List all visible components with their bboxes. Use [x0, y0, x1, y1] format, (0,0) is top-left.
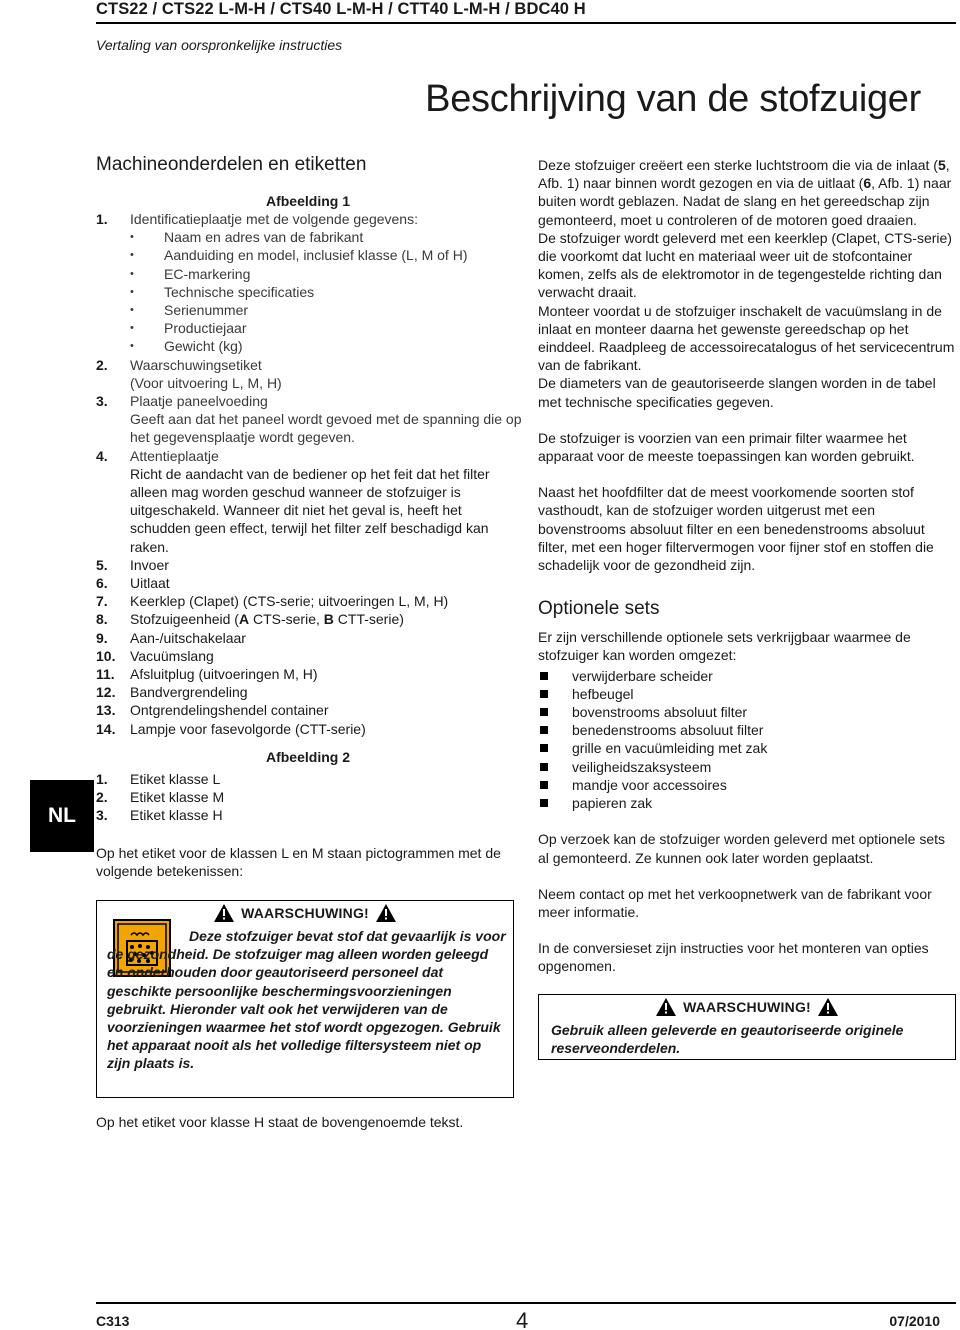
- primary-filter-paragraph: De stofzuiger is voorzien van een primair filter waarmee het apparaat voor de meeste toepassingen kan worden gebruikt.: [538, 429, 915, 465]
- list-item: [538, 703, 956, 721]
- page-title: Beschrijving van de stofzuiger: [425, 78, 921, 120]
- ref-number: 5: [937, 157, 946, 173]
- item-number: 2.: [96, 356, 108, 373]
- square-bullet-icon: [540, 744, 548, 752]
- item-text: grille en vacuümleiding met zak: [572, 740, 768, 757]
- premounted-paragraph: Op verzoek kan de stofzuiger worden geleverd met optionele sets al gemonteerd. Ze kunnen ook later worden geplaatst.: [538, 831, 946, 866]
- list-item: [96, 770, 522, 788]
- item-number: 7.: [96, 593, 108, 610]
- item-text: benedenstrooms absoluut filter: [572, 722, 764, 739]
- item-description: (Voor uitvoering L, M, H): [130, 374, 282, 391]
- item-text: Lampje voor fasevolgorde (CTT-serie): [130, 720, 366, 737]
- list-item: [96, 720, 522, 738]
- class-h-text: Op het etiket voor klasse H staat de bovengenoemde tekst.: [96, 1113, 464, 1130]
- list-item: [538, 667, 956, 685]
- item-description: Geeft aan dat het paneel wordt gevoed met de spanning die op het gegevensplaatje wordt gegeven.: [130, 411, 522, 446]
- intro-paragraph: [538, 156, 956, 229]
- item-text: veiligheidszaksysteem: [572, 758, 712, 775]
- language-tab: NL: [30, 780, 94, 852]
- footer-code: C313: [96, 1313, 130, 1329]
- optional-intro: Er zijn verschillende optionele sets verkrijgbaar waarmee de stofzuiger kan worden omgezet:: [538, 629, 911, 664]
- warning-header: [539, 997, 955, 1017]
- list-item: [96, 574, 522, 592]
- item-number: 8.: [96, 611, 108, 628]
- identification-bullets: [96, 228, 522, 355]
- bullet-item: • Naam en adres van de fabrikant: [96, 228, 522, 246]
- item-text: Etiket klasse H: [130, 807, 223, 824]
- item-number: 5.: [96, 556, 108, 573]
- ref-number: 6: [863, 175, 872, 192]
- bullet-item: • Aanduiding en model, inclusief klasse (L, M of H): [96, 246, 522, 264]
- item-text: hefbeugel: [572, 685, 634, 702]
- contact-paragraph: Neem contact op met het verkoopnetwerk van de fabrikant voor meer informatie.: [538, 885, 932, 920]
- bullet-item: • Technische specificaties: [96, 283, 522, 301]
- bullet-item: • Serienummer: [96, 301, 522, 319]
- text-run: CTT-serie): [333, 611, 404, 628]
- list-item: [96, 356, 522, 392]
- list-item: [538, 794, 956, 812]
- warning-text: Gebruik alleen geleverde en geautoriseerde originele reserveonderdelen.: [551, 1021, 904, 1056]
- list-item: [96, 392, 522, 447]
- item-number: 6.: [96, 575, 108, 592]
- item-number: 3.: [96, 807, 108, 824]
- list-item: [96, 665, 522, 683]
- series-letter: A: [238, 611, 250, 628]
- document-subtitle: Vertaling van oorspronkelijke instructies: [96, 37, 343, 53]
- optional-sets-heading: Optionele sets: [538, 598, 660, 620]
- list-item: [538, 776, 956, 794]
- square-bullet-icon: [540, 726, 548, 734]
- item-text: Keerklep (Clapet) (CTS-serie; uitvoeringen L, M, H): [130, 593, 449, 610]
- item-number: 14.: [96, 720, 116, 737]
- figure-2-label: Afbeelding 2: [265, 748, 350, 765]
- text-run: , Afb. 1) naar binnen wordt gezogen en via de uitlaat (: [538, 157, 950, 192]
- item-number: 10.: [96, 647, 116, 664]
- item-text: Aan-/uitschakelaar: [130, 629, 246, 646]
- footer-date: 07/2010: [889, 1313, 940, 1329]
- label-list: [96, 770, 522, 825]
- bullet-item: • EC-markering: [96, 265, 522, 283]
- header-divider: [96, 22, 956, 24]
- mounting-paragraph: Monteer voordat u de stofzuiger inschakelt de vacuümslang in de inlaat en monteer daarna het gewenste gereedschap op het einddeel. Raadpleeg de accessoirecatalogus of het servicecentrum van de fabrikant.: [538, 302, 955, 374]
- clapet-paragraph: De stofzuiger wordt geleverd met een keerklep (Clapet, CTS-serie) die voorkomt dat lucht en materiaal weer uit de stofcontainer komen, zelfs als de elektromotor in de tegengestelde richting dan verwacht draait.: [538, 229, 952, 301]
- text-run: , Afb. 1) naar buiten wordt geblazen. Nadat de slang en het gereedschap zijn gemonteerd, moet u controleren of de motoren goed draaien.: [538, 175, 952, 228]
- item-number: 2.: [96, 789, 108, 806]
- item-number: 11.: [96, 666, 115, 683]
- document-header-title: CTS22 / CTS22 L-M-H / CTS40 L-M-H / CTT40 L-M-H / BDC40 H: [96, 0, 586, 18]
- warning-title: WAARSCHUWING!: [683, 998, 811, 1015]
- list-item: [538, 758, 956, 776]
- list-item: [96, 629, 522, 647]
- parts-list-continued: [96, 356, 522, 556]
- warning-triangle-icon: [375, 903, 397, 923]
- right-column: [538, 156, 956, 1060]
- text-run: Deze stofzuiger creëert een sterke luchtstroom die via de inlaat (: [538, 157, 938, 173]
- square-bullet-icon: [540, 708, 548, 716]
- text-run: CTS-serie,: [249, 611, 324, 628]
- item-number: 1.: [96, 211, 108, 227]
- item-text: Etiket klasse M: [130, 789, 225, 806]
- item-number: 9.: [96, 629, 108, 646]
- list-item: [538, 721, 956, 739]
- absolute-filter-paragraph: Naast het hoofdfilter dat de meest voorkomende soorten stof vasthoudt, kan de stofzuiger worden uitgerust met een bovenstrooms absoluut filter en een benedenstrooms absoluut filter, met een hoger filtervermogen voor fijner stof en stoffen die schadelijk voor de gezondheid zijn.: [538, 484, 934, 574]
- list-item: [538, 685, 956, 703]
- item-text: Uitlaat: [130, 575, 170, 592]
- list-item: [96, 210, 522, 228]
- square-bullet-icon: [540, 690, 548, 698]
- warning-triangle-icon: [655, 997, 677, 1017]
- figure-1-label: Afbeelding 1: [265, 193, 350, 209]
- section-heading: Machineonderdelen en etiketten: [96, 154, 367, 175]
- list-item: [96, 592, 522, 610]
- warning-title: WAARSCHUWING!: [241, 904, 369, 921]
- list-item: [96, 556, 522, 574]
- list-item: [538, 739, 956, 757]
- warning-triangle-icon: [817, 997, 839, 1017]
- square-bullet-icon: [540, 672, 548, 680]
- warning-text: Deze stofzuiger bevat stof dat gevaarlijk is voor de gezondheid. De stofzuiger mag alleen worden geleegd en onderhouden door geautoriseerd personeel dat geschikte persoonlijke beschermingsvoorzieningen gebruikt. Hieronder valt ook het verwijderen van de voorzieningen waarmee het stof wordt opgezogen. Gebruik het apparaat nooit als het volledige filtersysteem niet op zijn plaats is.: [107, 927, 506, 1072]
- list-item: [96, 701, 522, 719]
- square-bullet-icon: [540, 781, 548, 789]
- series-letter: B: [323, 611, 334, 628]
- item-text: papieren zak: [572, 795, 653, 812]
- list-item: [96, 610, 522, 628]
- item-title: Plaatje paneelvoeding: [130, 393, 268, 410]
- item-description: Richt de aandacht van de bediener op het feit dat het filter alleen mag worden geschud wanneer de stofzuiger is uitgeschakeld. Wanneer dit niet het geval is, heeft het schudden geen effect, terwijl het filter zelf beschadigd kan raken.: [130, 465, 490, 555]
- diameter-paragraph: De diameters van de geautoriseerde slangen worden in de tabel met technische specificaties gegeven.: [538, 375, 936, 410]
- item-title: Waarschuwingsetiket: [130, 356, 262, 373]
- item-number: 1.: [96, 770, 108, 787]
- bullet-item: • Productiejaar: [96, 319, 522, 337]
- item-text: bovenstrooms absoluut filter: [572, 704, 748, 721]
- conversion-paragraph: In de conversieset zijn instructies voor het monteren van opties opgenomen.: [538, 940, 929, 975]
- square-bullet-icon: [540, 763, 548, 771]
- list-item: [96, 806, 522, 824]
- item-text: Identificatieplaatje met de volgende gegevens:: [130, 211, 418, 227]
- optional-sets-list: [538, 667, 956, 813]
- square-bullet-icon: [540, 799, 548, 807]
- footer-divider: [96, 1302, 956, 1304]
- parts-list-remaining: [96, 556, 522, 738]
- list-item: [96, 683, 522, 701]
- warning-box-parts: [538, 994, 956, 1060]
- item-text: verwijderbare scheider: [572, 667, 713, 684]
- item-text: mandje voor accessoires: [572, 776, 727, 793]
- parts-list: [96, 210, 522, 228]
- list-item: [96, 788, 522, 806]
- item-number: 13.: [96, 702, 116, 719]
- item-text: Afsluitplug (uitvoeringen M, H): [130, 666, 318, 683]
- warning-triangle-icon: [213, 903, 235, 923]
- item-title: Attentieplaatje: [130, 447, 219, 464]
- item-number: 3.: [96, 393, 108, 410]
- item-text: Etiket klasse L: [130, 770, 221, 787]
- item-text: Vacuümslang: [130, 647, 214, 664]
- list-item: [96, 447, 522, 556]
- pictogram-text: Op het etiket voor de klassen L en M staan pictogrammen met de volgende betekenissen:: [96, 844, 501, 879]
- bullet-item: • Gewicht (kg): [96, 337, 522, 355]
- page-number: 4: [516, 1308, 529, 1330]
- item-text: Ontgrendelingshendel container: [130, 702, 329, 719]
- list-item: [96, 647, 522, 665]
- item-number: 4.: [96, 447, 108, 464]
- item-text: Bandvergrendeling: [130, 684, 248, 701]
- warning-box-dust: [96, 900, 514, 1098]
- left-column: [96, 154, 522, 1131]
- item-text: Invoer: [130, 556, 169, 573]
- text-run: Stofzuigeenheid (: [130, 611, 239, 628]
- item-number: 12.: [96, 684, 116, 701]
